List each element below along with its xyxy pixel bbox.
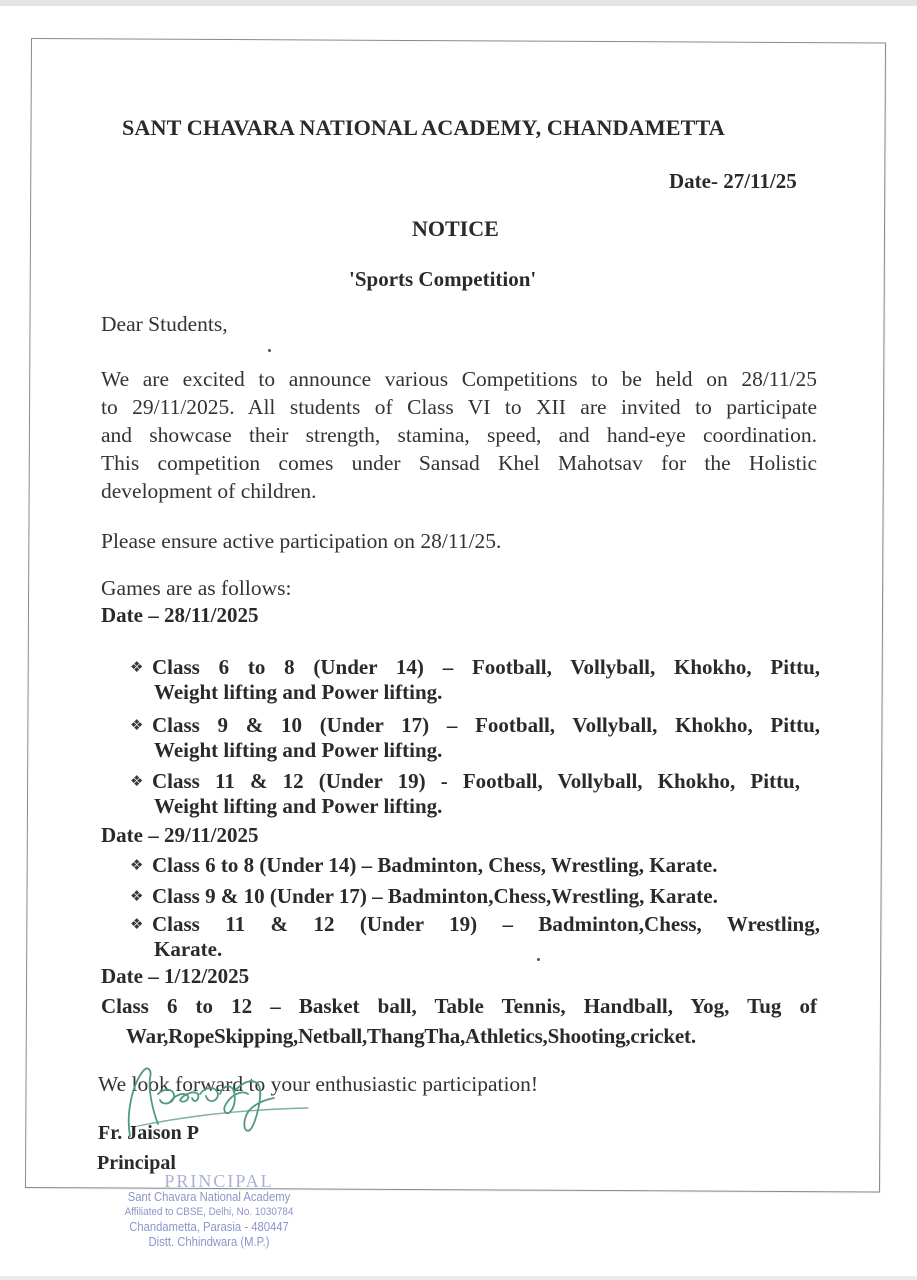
intro-line: development of children. [101, 479, 317, 503]
schedule-item-line2: Weight lifting and Power lifting. [154, 680, 443, 704]
signer-name: Fr. Jaison P [98, 1122, 199, 1144]
schedule-item-line1: Class 6 to 12 – Basket ball, Table Tennis, Handball, Yog, Tug of [101, 994, 817, 1018]
schedule-item-line1: Class 9 & 10 (Under 17) – Football, Vollyball, Khokho, Pittu, [152, 713, 820, 737]
stamp-line: Chandametta, Parasia - 480447 [129, 1220, 289, 1234]
stamp-line: Distt. Chhindwara (M.P.) [148, 1235, 270, 1249]
notice-title: NOTICE [412, 216, 499, 241]
salutation: Dear Students, [101, 312, 228, 336]
signer-title: Principal [97, 1152, 176, 1174]
schedule-item-line1: Class 6 to 8 (Under 14) – Badminton, Chess, Wrestling, Karate. [152, 853, 718, 877]
schedule-item [130, 912, 820, 962]
intro-line: and showcase their strength, stamina, speed, and hand-eye coordination. [101, 423, 817, 447]
intro-paragraph [101, 365, 817, 505]
diamond-bullet-icon: ❖ [130, 658, 144, 676]
notice-subject: 'Sports Competition' [349, 267, 537, 291]
schedule-date-heading: Date – 29/11/2025 [101, 823, 259, 847]
schedule-item-line1: Class 11 & 12 (Under 19) – Badminton,Chess, Wrestling, [152, 912, 820, 936]
diamond-bullet-icon: ❖ [130, 887, 144, 905]
stray-mark [268, 349, 271, 352]
intro-line: We are excited to announce various Competitions to be held on 28/11/25 [101, 367, 817, 391]
schedule-date-heading: Date – 1/12/2025 [101, 964, 250, 988]
schedule-item [130, 853, 820, 878]
participation-request: Please ensure active participation on 28/11/25. [101, 529, 502, 553]
schedule-item [130, 713, 820, 763]
stamp-line: Sant Chavara National Academy [127, 1190, 291, 1204]
intro-line: This competition comes under Sansad Khel Mahotsav for the Holistic [101, 451, 817, 475]
schedule-item-line2: War,RopeSkipping,Netball,ThangTha,Athletics,Shooting,cricket. [126, 1024, 696, 1048]
schedule-item-line2: Weight lifting and Power lifting. [154, 794, 443, 818]
diamond-bullet-icon: ❖ [130, 915, 144, 933]
stray-mark [537, 958, 540, 961]
schedule-item [130, 769, 820, 819]
stamp-line: Affiliated to CBSE, Delhi, No. 1030784 [124, 1206, 294, 1218]
diamond-bullet-icon: ❖ [130, 856, 144, 874]
intro-line: to 29/11/2025. All students of Class VI to XII are invited to participate [101, 395, 817, 419]
schedule-item-line1: Class 6 to 8 (Under 14) – Football, Vollyball, Khokho, Pittu, [152, 655, 820, 679]
bottom-edge-band [0, 1276, 917, 1280]
schedule-item [130, 884, 820, 909]
school-name: SANT CHAVARA NATIONAL ACADEMY, CHANDAMETTA [122, 115, 725, 140]
schedule-item [130, 655, 820, 705]
stamp-title: PRINCIPAL [164, 1171, 274, 1191]
schedule-item-line2: Weight lifting and Power lifting. [154, 738, 443, 762]
schedule-item-line1: Class 9 & 10 (Under 17) – Badminton,Chess,Wrestling, Karate. [152, 884, 718, 908]
diamond-bullet-icon: ❖ [130, 716, 144, 734]
schedule-date-heading: Date – 28/11/2025 [101, 603, 259, 627]
schedule-item-line2: Karate. [154, 937, 223, 961]
principal-stamp [104, 1172, 314, 1250]
notice-date: Date- 27/11/25 [669, 169, 797, 193]
closing-line: We look forward to your enthusiastic participation! [98, 1072, 539, 1096]
diamond-bullet-icon: ❖ [130, 772, 144, 790]
games-intro: Games are as follows: [101, 576, 292, 600]
schedule-item-line1: Class 11 & 12 (Under 19) - Football, Vollyball, Khokho, Pittu, [152, 769, 800, 793]
